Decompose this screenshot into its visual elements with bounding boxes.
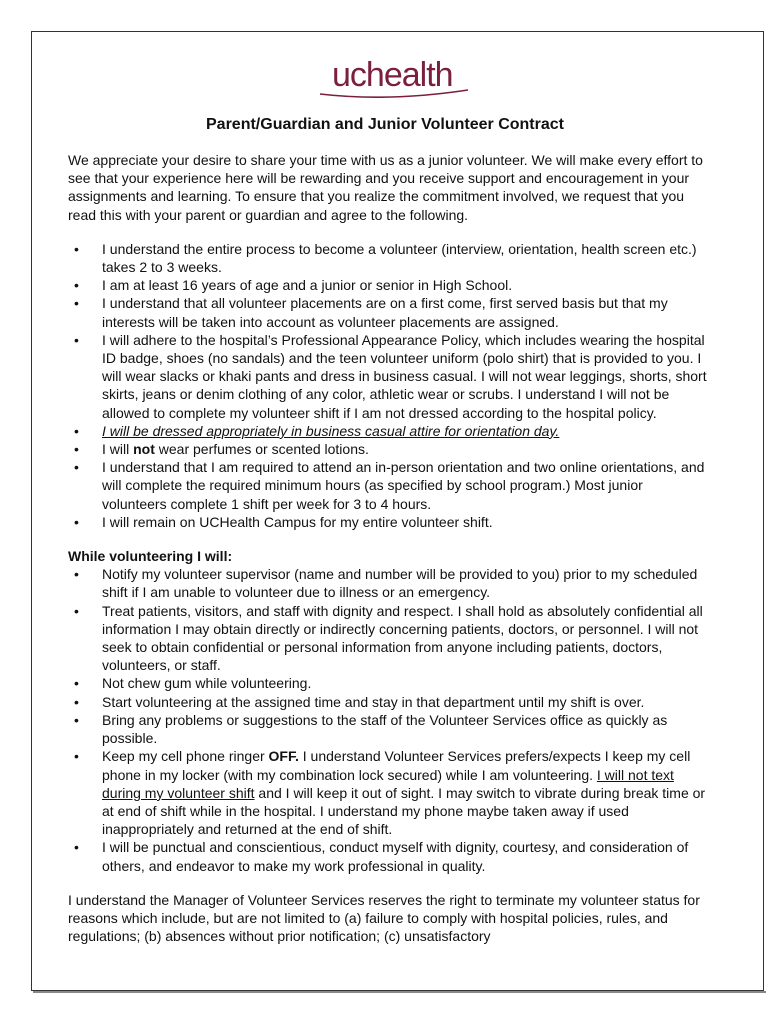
text-segment: and I will keep it out of sight. I may switch to vibrate during break time or at end of shift while in the hospital. I understand my phone maybe taken away if used inappropriately and returned at the end of shift. — [102, 784, 706, 838]
underlined-text: I will not text during my volunteer shift — [102, 766, 674, 801]
agreement-list — [68, 240, 708, 531]
list-item: • I will remain on UCHealth Campus for my entire volunteer shift. — [68, 513, 708, 531]
text-segment: I understand Volunteer Services prefers/expects I keep my cell phone in my locker (with my combination lock secured) while I am volunteering. — [102, 748, 691, 783]
underlined-italic-text: I will be dressed appropriately in business casual attire for orientation day. — [102, 422, 560, 439]
list-item: • I will adhere to the hospital’s Professional Appearance Policy, which includes wearing the hospital ID badge, shoes (no sandals) and the teen volunteer uniform (polo shirt) that is provided to you. I will wear slacks or khaki pants and dress in business casual. I will not wear leggings, shorts, short skirts, jeans or denim clothing of any color, athletic wear or scrubs. I understand I will not be allowed to complete my volunteer shift if I am not dressed according to the hospital policy. — [68, 331, 708, 422]
page-border-shadow — [33, 991, 766, 993]
list-item: • Notify my volunteer supervisor (name and number will be provided to you) prior to my scheduled shift if I am unable to volunteer due to illness or an emergency. — [68, 565, 708, 601]
list-item: • I am at least 16 years of age and a junior or senior in High School. — [68, 276, 708, 294]
volunteering-list — [68, 565, 708, 874]
list-item: • I understand that all volunteer placements are on a first come, first served basis but that my interests will be taken into account as volunteer placements are assigned. — [68, 294, 708, 330]
closing-paragraph: I understand the Manager of Volunteer Services reserves the right to terminate my volunteer status for reasons which include, but are not limited to (a) failure to comply with hospital policies, rules, and regulations; (b) absences without prior notification; (c) unsatisfactory — [68, 891, 700, 945]
section-heading: While volunteering I will: — [68, 548, 233, 565]
list-item: • Treat patients, visitors, and staff with dignity and respect. I shall hold as absolutely confidential all information I may obtain directly or indirectly concerning patients, doctors, or personnel. I will not seek to obtain confidential or personal information from anyone including patients, doctors, volunteers, or staff. — [68, 602, 708, 675]
page-title: Parent/Guardian and Junior Volunteer Contract — [206, 116, 564, 133]
text-segment: Keep my cell phone ringer — [102, 748, 269, 765]
uchealth-logo — [318, 56, 478, 102]
list-item — [68, 747, 708, 838]
list-item — [68, 422, 708, 440]
intro-paragraph: We appreciate your desire to share your time with us as a junior volunteer. We will make every effort to see that your experience here will be rewarding and you receive support and encouragement in your assignments and learning. To ensure that you realize the commitment involved, we request that you read this with your parent or guardian and agree to the following. — [68, 152, 703, 223]
text-segment: wear perfumes or scented lotions. — [154, 441, 369, 458]
text-segment: I will — [102, 441, 134, 458]
list-item: • Not chew gum while volunteering. — [68, 674, 708, 692]
list-item: • Start volunteering at the assigned time and stay in that department until my shift is over. — [68, 693, 708, 711]
list-item: • I understand the entire process to become a volunteer (interview, orientation, health screen etc.) takes 2 to 3 weeks. — [68, 240, 708, 276]
bold-text: OFF. — [268, 748, 299, 765]
logo-text: uchealth — [332, 56, 453, 94]
list-item: • Bring any problems or suggestions to the staff of the Volunteer Services office as quickly as possible. — [68, 711, 708, 747]
list-item — [68, 440, 708, 458]
list-item: • I understand that I am required to attend an in-person orientation and two online orientations, and will complete the required minimum hours (as specified by school program.) Most junior volunteers complete 1 shift per week for 3 to 4 hours. — [68, 458, 708, 513]
bold-text: not — [133, 441, 155, 458]
list-item: • I will be punctual and conscientious, conduct myself with dignity, courtesy, and consideration of others, and endeavor to make my work professional in quality. — [68, 838, 708, 874]
document-body — [68, 151, 708, 945]
